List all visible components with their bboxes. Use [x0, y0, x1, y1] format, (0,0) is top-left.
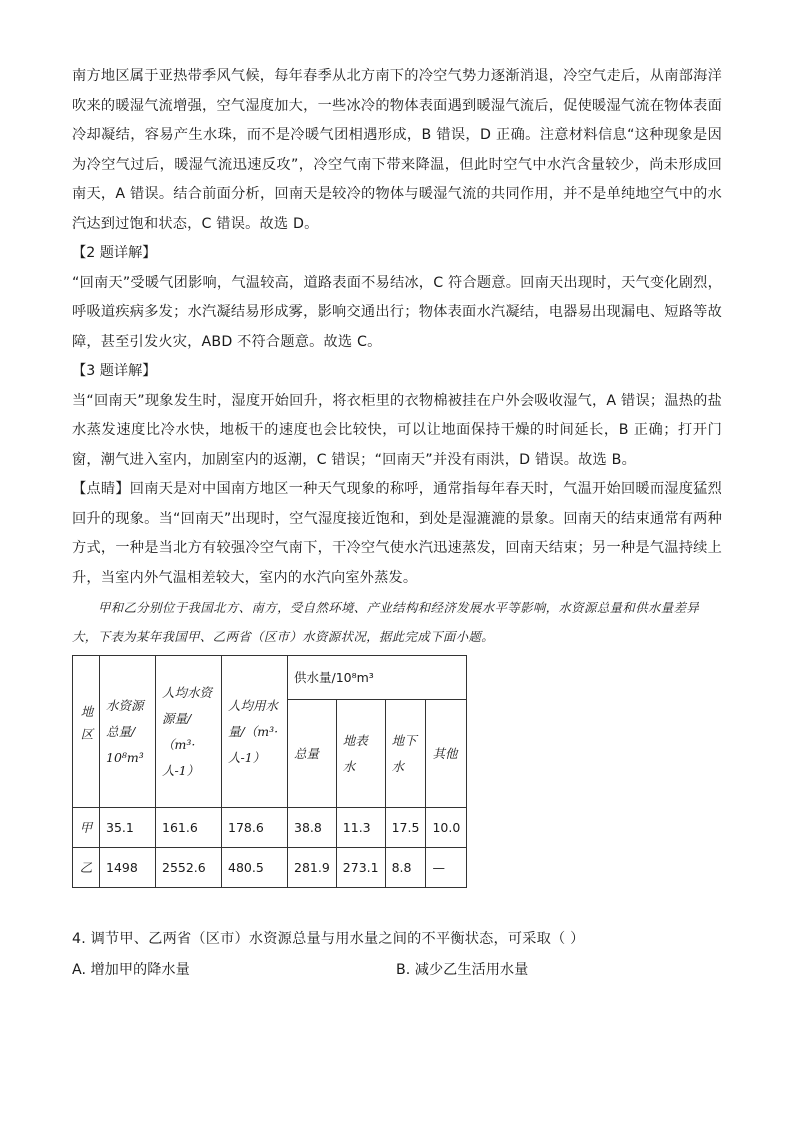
table-row — [73, 808, 467, 848]
material-intro: 甲和乙分别位于我国北方、南方，受自然环境、产业结构和经济发展水平等影响，水资源总量和供水量差异大，下表为某年我国甲、乙两省（区市）水资源状况，据此完成下面小题。 — [72, 600, 700, 644]
header-other: 其他 — [426, 700, 467, 808]
analysis-paragraph-2: “回南天”受暖气团影响，气温较高，道路表面不易结冰，C 符合题意。回南天出现时，天气变化剧烈，呼吸道疾病多发；水汽凝结易形成雾，影响交通出行；物体表面水汽凝结，电器易出现漏电、短路等故障，甚至引发火灾，ABD 不符合题意。故选 C。 — [72, 274, 722, 350]
analysis-paragraph-3: 当“回南天”现象发生时，湿度开始回升，将衣柜里的衣物棉被挂在户外会吸收湿气，A 错误；温热的盐水蒸发速度比冷水快，地板干的速度也会比较快，可以让地面保持干燥的时间延长，B 正确；打开门窗，潮气进入室内，加剧室内的返潮，C 错误；“回南天”并没有雨洪，D 错误。故选 B。 — [72, 392, 722, 468]
header-per-capita-resource: 人均水资源量/（m³·人-1） — [156, 656, 222, 808]
header-total-resource: 水资源总量/ 10⁸m³ — [100, 656, 156, 808]
cell-region: 乙 — [73, 848, 100, 888]
cell-per-capita-use: 178.6 — [222, 808, 288, 848]
header-region: 地区 — [73, 656, 100, 808]
question-4-stem: 4. 调节甲、乙两省（区市）水资源总量与用水量之间的不平衡状态，可采取（ ） — [72, 931, 585, 947]
key-point-paragraph — [72, 475, 722, 593]
cell-per-capita-use: 480.5 — [222, 848, 288, 888]
table-row — [73, 848, 467, 888]
cell-total: 1498 — [100, 848, 156, 888]
q2-detail-heading: 【2 题详解】 — [72, 245, 157, 261]
cell-ground: 17.5 — [385, 808, 426, 848]
q3-detail-heading: 【3 题详解】 — [72, 363, 157, 379]
key-point-text: 回南天是对中国南方地区一种天气现象的称呼，通常指每年春天时，气温开始回暖而湿度猛烈回升的现象。当“回南天”出现时，空气湿度接近饱和，到处是湿漉漉的景象。回南天的结束通常有两种方式，一种是当北方有较强冷空气南下，干冷空气使水汽迅速蒸发，回南天结束；另一种是气温持续上升，当室内外气温相差较大，室内的水汽向室外蒸发。 — [72, 481, 723, 586]
header-ground-water: 地下水 — [385, 700, 426, 808]
header-per-capita-use: 人均用水量/（m³·人-1） — [222, 656, 288, 808]
option-b[interactable]: B. 减少乙生活用水量 — [396, 961, 529, 978]
cell-supply-total: 281.9 — [288, 848, 337, 888]
cell-other: — — [426, 848, 467, 888]
cell-total: 35.1 — [100, 808, 156, 848]
water-resources-table — [72, 655, 467, 888]
cell-region: 甲 — [73, 808, 100, 848]
question-4-options — [72, 955, 722, 985]
header-supply-total: 总量 — [288, 700, 337, 808]
cell-other: 10.0 — [426, 808, 467, 848]
key-point-label: 【点睛】 — [72, 481, 130, 497]
cell-surface: 273.1 — [336, 848, 385, 888]
cell-ground: 8.8 — [385, 848, 426, 888]
header-surface-water: 地表水 — [336, 700, 385, 808]
cell-supply-total: 38.8 — [288, 808, 337, 848]
cell-per-capita-resource: 2552.6 — [156, 848, 222, 888]
document-page — [72, 62, 722, 985]
analysis-paragraph-1: 南方地区属于亚热带季风气候，每年春季从北方南下的冷空气势力逐渐消退，冷空气走后，从南部海洋吹来的暖湿气流增强，空气湿度加大，一些冰冷的物体表面遇到暖湿气流后，促使暖湿气流在物体表面冷却凝结，容易产生水珠，而不是冷暖气团相遇形成，B 错误，D 正确。注意材料信息“这种现象是因为冷空气过后，暖湿气流迅速反攻”，冷空气南下带来降温，但此时空气中水汽含量较少，尚未形成回南天，A 错误。结合前面分析，回南天是较冷的物体与暖湿气流的共同作用，并不是单纯地空气中的水汽达到过饱和状态，C 错误。故选 D。 — [72, 68, 722, 232]
option-a[interactable]: A. 增加甲的降水量 — [72, 961, 190, 978]
cell-per-capita-resource: 161.6 — [156, 808, 222, 848]
header-supply: 供水量/10⁸m³ — [288, 656, 467, 700]
cell-surface: 11.3 — [336, 808, 385, 848]
